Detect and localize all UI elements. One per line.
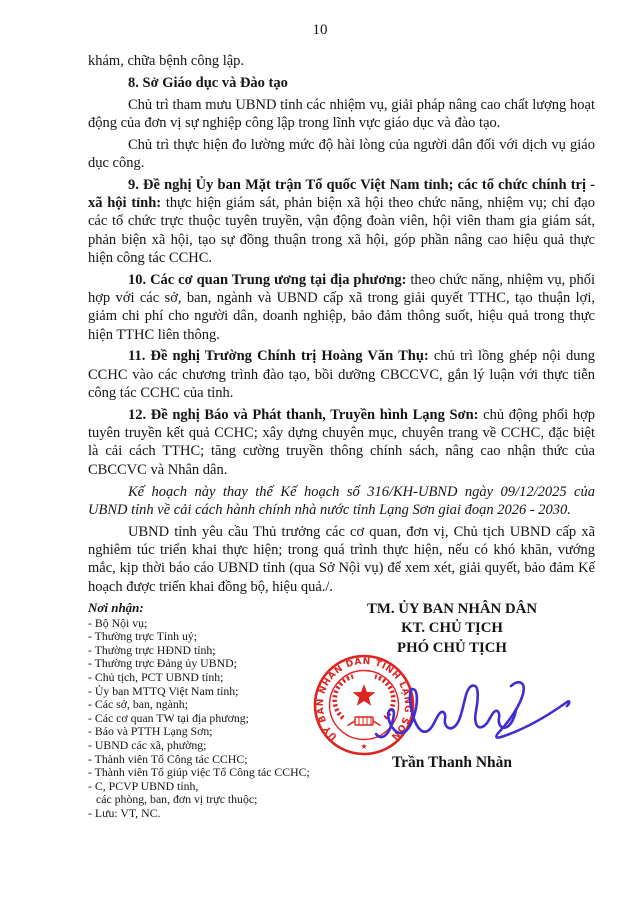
authority-line-2: KT. CHỦ TỊCH [401, 620, 503, 637]
paragraph-lead: 8. Sở Giáo dục và Đào tạo [128, 74, 288, 91]
paragraph-text: thực hiện giám sát, phản biện xã hội theo chức năng, nhiệm vụ; chỉ đạo các tổ chức trực thuộc tuyên truyền, vận động đoàn viên, hội viên tham gia giám sát, phản biện xã hội, tạo sự đồng thuận trong xã hội, góp phần nâng cao hiệu quả thực hiện công tác CCHC. [88, 195, 595, 266]
recipient-item: - Ủy ban MTTQ Việt Nam tỉnh; [88, 683, 239, 698]
paragraph-text: Kế hoạch này thay thế Kế hoạch số 316/KH-UBND ngày 09/12/2025 của UBND tỉnh về cải cách hành chính nhà nước tỉnh Lạng Sơn giai đoạn 2026 - 2030. [88, 483, 595, 518]
signer-name: Trần Thanh Nhàn [391, 754, 513, 771]
handwritten-signature [368, 674, 578, 756]
recipient-item: - Thường trực HĐND tỉnh; [88, 642, 216, 657]
authority-line-3: PHÓ CHỦ TỊCH [397, 639, 507, 656]
recipient-item: - Thường trực Đảng ủy UBND; [88, 656, 237, 671]
paragraph-lead: 10. Các cơ quan Trung ương tại địa phương: [128, 271, 407, 288]
document-body [88, 52, 595, 599]
paragraph-lead: 9. Đề nghị Ủy ban Mặt trận Tổ quốc Việt Nam tỉnh; các tổ chức chính trị - xã hội tỉnh: [88, 176, 595, 212]
paragraph-text: Chủ trì thực hiện đo lường mức độ hài lòng của người dân đối với dịch vụ giáo dục công. [88, 136, 595, 171]
seal-ring-text: ỦY BAN NHÂN DÂN TỈNH LẠNG SƠN [315, 656, 413, 742]
recipient-item: - Các sở, ban, ngành; [88, 697, 188, 712]
paragraph-lead: 11. Đề nghị Trường Chính trị Hoàng Văn Thụ: [128, 348, 429, 365]
recipient-item: - Báo và PTTH Lạng Sơn; [88, 724, 213, 739]
authority-line-1: TM. ỦY BAN NHÂN DÂN [366, 601, 538, 617]
recipient-item: - UBND các xã, phường; [88, 737, 207, 752]
recipient-item: - Chủ tịch, PCT UBND tỉnh; [88, 669, 224, 684]
paragraph-text: UBND tỉnh yêu cầu Thủ trưởng các cơ quan, đơn vị, Chủ tịch UBND cấp xã nghiêm túc triển khai thực hiện; trong quá trình thực hiện, nếu có khó khăn, vướng mắc, kịp thời báo cáo UBND tỉnh (qua Sở Nội vụ) để xem xét, giải quyết, bảo đảm Kế hoạch được triển khai đồng bộ, hiệu quả./. [88, 523, 595, 595]
paragraph [88, 74, 595, 92]
recipient-item: - Thành viên Tổ Công tác CCHC; [88, 751, 248, 766]
recipients-list [88, 617, 338, 821]
paragraph-text: chủ trì lồng ghép nội dung CCHC vào các chương trình đào tạo, bồi dưỡng CBCCVC, gắn lý luận với thực tiễn công tác CCHC của tỉnh. [88, 348, 595, 402]
recipients-label: Nơi nhận: [88, 600, 144, 615]
paragraph [88, 523, 595, 596]
paragraph [88, 483, 595, 520]
paragraph [88, 347, 595, 402]
paragraph [88, 406, 595, 479]
page-number: 10 [312, 22, 328, 38]
paragraph-text: Chủ trì tham mưu UBND tỉnh các nhiệm vụ, giải pháp nâng cao chất lượng hoạt động của đơn vị sự nghiệp công lập trong lĩnh vực giáo dục và đào tạo. [88, 96, 595, 131]
recipient-item: - Thành viên Tổ giúp việc Tổ Công tác CCHC; [88, 765, 310, 780]
paragraph-text: khám, chữa bệnh công lập. [88, 53, 245, 69]
recipient-item: - C, PCVP UBND tỉnh, [88, 778, 199, 793]
recipient-item: - Bộ Nội vụ; [88, 615, 148, 630]
seal-bottom-star-icon: ★ [360, 742, 368, 751]
paragraph [88, 52, 595, 70]
paragraph-text: chủ động phối hợp tuyên truyền kết quả CCHC; xây dựng chuyên mục, chuyên trang về CCHC, đặc biệt là cải cách TTHC; tăng cường truyền thông chính sách, nâng cao nhận thức của CBCCVC và Nhân dân. [88, 406, 595, 478]
recipient-item: - Thường trực Tỉnh uỷ; [88, 629, 198, 644]
paragraph [88, 96, 595, 133]
paragraph [88, 271, 595, 344]
paragraph [88, 176, 595, 267]
paragraph-text: theo chức năng, nhiệm vụ, phối hợp với các sở, ban, ngành và UBND cấp xã trong giải quyết TTHC, tạo thuận lợi, giảm chi phí cho người dân, doanh nghiệp, bảo đảm thông suốt, hiệu quả trong thực hiện TTHC liên thông. [88, 271, 595, 343]
recipient-item: - Lưu: VT, NC. [88, 805, 161, 820]
recipient-item: - Các cơ quan TW tại địa phương; [88, 710, 249, 725]
recipients-section [88, 601, 338, 821]
paragraph [88, 136, 595, 173]
paragraph-lead: 12. Đề nghị Báo và Phát thanh, Truyền hình Lạng Sơn: [128, 406, 479, 423]
recipient-item: các phòng, ban, đơn vị trực thuộc; [96, 792, 258, 807]
